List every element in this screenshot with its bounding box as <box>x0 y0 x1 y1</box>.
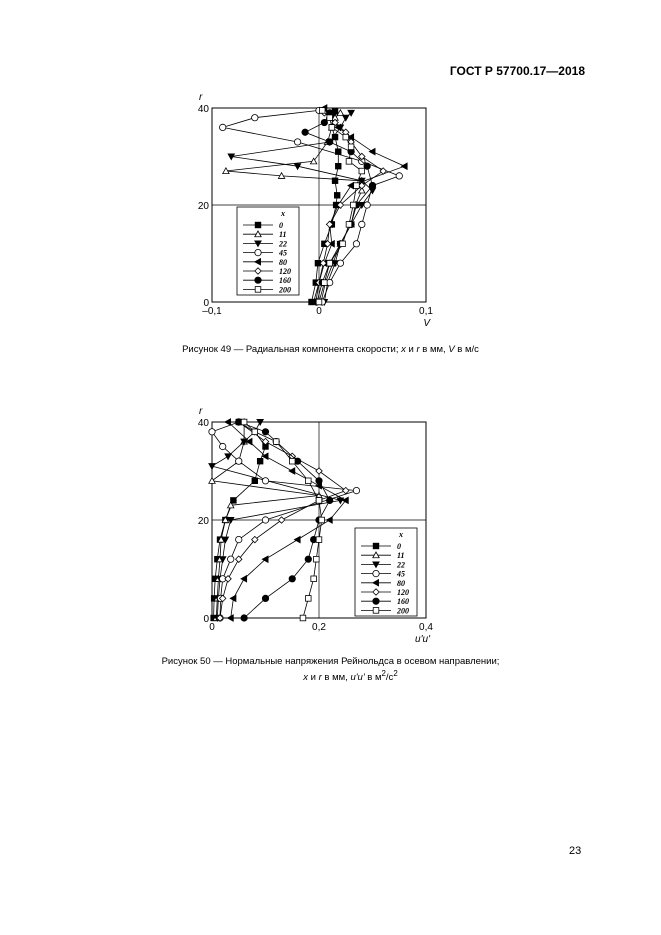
legend-label: 160 <box>279 276 291 286</box>
data-point <box>300 615 306 621</box>
data-point <box>225 419 231 425</box>
data-point <box>316 498 322 504</box>
chart-figure-49 <box>198 92 434 329</box>
data-point <box>314 556 320 562</box>
data-point <box>364 202 370 208</box>
legend-marker <box>373 570 379 576</box>
x-tick-label: 0 <box>209 622 215 633</box>
data-point <box>322 280 328 286</box>
data-point <box>252 478 258 484</box>
data-point <box>306 478 312 484</box>
legend-label: 0 <box>397 542 401 551</box>
figure-49-caption <box>0 344 661 356</box>
data-point <box>209 429 215 435</box>
chart-figure-50 <box>198 406 434 645</box>
data-point <box>262 517 268 523</box>
series-x-120 <box>313 110 387 306</box>
data-point <box>337 260 343 266</box>
legend-marker <box>373 543 379 549</box>
y-axis-label: r <box>199 92 203 103</box>
legend-marker <box>373 608 379 614</box>
y-tick-label: 20 <box>197 516 209 527</box>
data-point <box>236 458 242 464</box>
data-point <box>305 556 311 562</box>
x-tick-label: 0 <box>316 306 322 317</box>
data-point <box>350 202 356 208</box>
data-point <box>252 429 258 435</box>
data-point <box>346 159 352 165</box>
data-point <box>241 615 247 621</box>
x-axis-label: u'u' <box>415 634 430 645</box>
data-point <box>316 478 322 484</box>
data-point <box>236 536 242 542</box>
legend-marker <box>255 277 261 283</box>
data-point <box>327 517 333 523</box>
caption-line-1: Рисунок 50 — Нормальные напряжения Рейнольдса в осевом направлении; <box>161 656 500 667</box>
data-point <box>340 241 346 247</box>
data-point <box>241 576 247 582</box>
data-point <box>329 125 335 131</box>
data-point <box>327 139 333 145</box>
x-tick-label: 0,2 <box>312 622 326 633</box>
data-point <box>369 148 375 154</box>
x-tick-label: 0,4 <box>419 622 433 633</box>
data-point <box>241 419 247 425</box>
data-point <box>343 115 349 121</box>
legend-label: 0 <box>279 221 283 230</box>
data-point <box>220 124 226 130</box>
legend-label: 200 <box>279 285 291 295</box>
data-point <box>273 439 279 445</box>
legend-marker <box>255 249 261 255</box>
caption-v: V <box>448 344 455 355</box>
data-point <box>327 497 333 503</box>
data-point <box>353 487 359 493</box>
legend-title: x <box>399 530 403 539</box>
data-point <box>348 144 354 150</box>
caption-line-2 <box>0 668 661 684</box>
figure-50-caption <box>0 656 661 684</box>
data-point <box>228 615 234 621</box>
data-point <box>231 498 237 504</box>
caption-and: и <box>405 344 417 355</box>
y-tick-label: 40 <box>197 104 209 115</box>
data-point <box>302 129 308 135</box>
caption-mm: в мм, <box>419 344 449 355</box>
legend-label: 22 <box>397 560 405 570</box>
data-point <box>353 241 359 247</box>
legend-label: 80 <box>279 257 287 267</box>
data-point <box>306 596 312 602</box>
data-point <box>316 468 322 474</box>
data-point <box>343 487 349 493</box>
data-point <box>334 193 340 199</box>
legend-marker <box>373 598 379 604</box>
caption-x: x <box>303 672 309 684</box>
data-point <box>225 576 231 582</box>
caption-x: x <box>401 344 406 355</box>
y-tick-label: 0 <box>203 614 209 625</box>
y-tick-label: 0 <box>203 298 209 309</box>
legend-label: 120 <box>397 588 409 597</box>
data-point <box>401 163 407 169</box>
data-point <box>343 134 349 140</box>
data-point <box>359 168 365 174</box>
x-tick-label: –0,1 <box>202 306 222 317</box>
page-number: 23 <box>569 845 582 857</box>
data-point <box>311 576 317 582</box>
data-point <box>289 468 295 474</box>
legend-label: 160 <box>397 597 409 607</box>
caption-unit: в м <box>364 672 382 684</box>
data-point <box>262 595 268 601</box>
data-point <box>327 260 333 266</box>
data-point <box>327 115 333 121</box>
data-point <box>348 182 354 188</box>
caption-text: Рисунок 49 — Радиальная компонента скорости; <box>182 344 402 355</box>
y-tick-label: 20 <box>197 201 209 212</box>
data-point <box>346 222 352 228</box>
data-point <box>316 537 322 543</box>
data-point <box>289 458 295 464</box>
data-point <box>319 517 325 523</box>
caption-unit-2: /с <box>385 672 394 684</box>
y-tick-label: 40 <box>197 418 209 429</box>
data-point <box>209 478 215 484</box>
data-point <box>359 221 365 227</box>
data-point <box>228 556 234 562</box>
y-axis-label: r <box>199 406 203 417</box>
caption-r: r <box>416 344 420 355</box>
legend-label: 80 <box>397 578 405 588</box>
data-point <box>335 163 341 169</box>
data-point <box>319 108 325 114</box>
caption-mm: в мм, <box>321 672 351 684</box>
x-tick-label: 0,1 <box>419 306 433 317</box>
data-point <box>310 158 316 164</box>
caption-r: r <box>318 672 322 684</box>
data-point <box>257 458 263 464</box>
legend-label: 45 <box>397 569 405 579</box>
legend-title: x <box>281 209 285 218</box>
data-point <box>225 454 231 460</box>
caption-and: и <box>308 672 319 684</box>
data-point <box>262 478 268 484</box>
legend-label: 120 <box>279 267 291 276</box>
data-point <box>294 536 300 542</box>
standard-header: ГОСТ Р 57700.17—2018 <box>449 64 585 78</box>
data-point <box>294 139 300 145</box>
legend <box>355 528 417 616</box>
legend-label: 11 <box>397 551 405 561</box>
legend <box>237 207 299 295</box>
legend-label: 200 <box>397 606 409 616</box>
data-point <box>278 517 284 523</box>
caption-uu: u'u' <box>350 672 365 684</box>
data-point <box>354 183 360 189</box>
data-point <box>316 299 322 305</box>
caption-ms: в м/с <box>454 344 479 355</box>
data-point <box>289 576 295 582</box>
legend-marker <box>255 287 261 293</box>
data-point <box>369 182 375 188</box>
caption-sup-1: 2 <box>381 669 386 678</box>
x-axis-label: V <box>423 318 430 329</box>
caption-sup-2: 2 <box>393 669 398 678</box>
legend-label: 22 <box>279 239 287 249</box>
data-point <box>252 115 258 121</box>
data-point <box>262 429 268 435</box>
data-point <box>396 173 402 179</box>
data-point <box>220 443 226 449</box>
legend-label: 11 <box>279 230 287 240</box>
legend-marker <box>255 222 261 228</box>
legend-label: 45 <box>279 248 287 258</box>
